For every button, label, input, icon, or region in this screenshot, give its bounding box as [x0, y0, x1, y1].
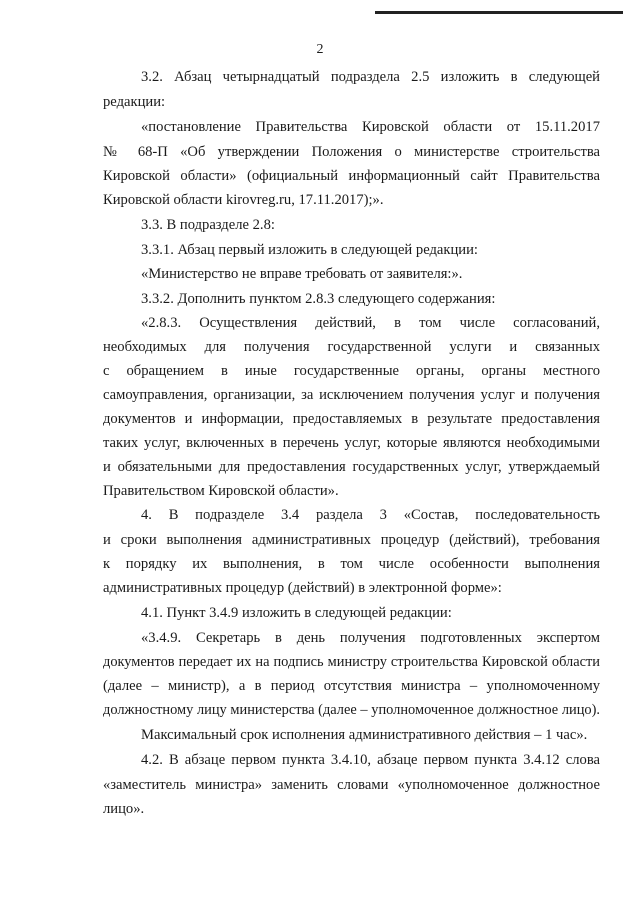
text-line: (далее – министр), а в период отсутствия министра – уполномоченному	[103, 678, 600, 694]
text-line: 4. В подразделе 3.4 раздела 3 «Состав, последовательность	[141, 507, 600, 523]
text-line: документов передает их на подпись министру строительства Кировской области	[103, 654, 600, 670]
text-line: с обращением в иные государственные органы, органы местного	[103, 363, 600, 379]
text-line: 4.1. Пункт 3.4.9 изложить в следующей редакции:	[141, 605, 452, 621]
text-line: и сроки выполнения административных процедур (действий), требования	[103, 532, 600, 548]
text-line: «постановление Правительства Кировской области от 15.11.2017	[141, 119, 600, 135]
text-line: «3.4.9. Секретарь в день получения подготовленных экспертом	[141, 630, 600, 646]
text-line: Правительством Кировской области».	[103, 483, 339, 499]
text-line: «заместитель министра» заменить словами «уполномоченное должностное	[103, 777, 600, 793]
text-line: Максимальный срок исполнения административного действия – 1 час».	[141, 727, 588, 743]
text-line: административных процедур (действий) в электронной форме»:	[103, 580, 502, 596]
page-number: 2	[316, 42, 324, 57]
text-line: необходимых для получения государственной услуги и связанных	[103, 339, 600, 355]
text-line: Кировской области» (официальный информационный сайт Правительства	[103, 168, 600, 184]
text-line: к порядку их выполнения, в том числе особенности выполнения	[103, 556, 600, 572]
text-line: «Министерство не вправе требовать от заявителя:».	[141, 266, 463, 282]
text-line: и обязательными для предоставления государственных услуг, утверждаемый	[103, 459, 600, 475]
text-line: № 68-П «Об утверждении Положения о министерстве строительства	[103, 144, 600, 160]
text-line: 3.3. В подразделе 2.8:	[141, 217, 275, 233]
text-line: должностному лицу министерства (далее – уполномоченное должностное лицо).	[103, 702, 600, 718]
text-line: «2.8.3. Осуществления действий, в том числе согласований,	[141, 315, 600, 331]
text-line: Кировской области kirovreg.ru, 17.11.2017);».	[103, 192, 384, 208]
text-line: редакции:	[103, 94, 166, 110]
text-line: 4.2. В абзаце первом пункта 3.4.10, абзаце первом пункта 3.4.12 слова	[141, 752, 600, 768]
text-line: таких услуг, включенных в перечень услуг, которые являются необходимыми	[103, 435, 600, 451]
text-line: 3.2. Абзац четырнадцатый подраздела 2.5 изложить в следующей	[141, 69, 600, 85]
text-line: самоуправления, организации, за исключением получения услуг и получения	[103, 387, 600, 403]
text-line: документов и информации, предоставляемых в результате предоставления	[103, 411, 600, 427]
top-border-line	[375, 11, 623, 14]
text-line: 3.3.1. Абзац первый изложить в следующей редакции:	[141, 242, 478, 258]
text-line: лицо».	[103, 801, 145, 817]
text-line: 3.3.2. Дополнить пунктом 2.8.3 следующего содержания:	[141, 291, 496, 307]
